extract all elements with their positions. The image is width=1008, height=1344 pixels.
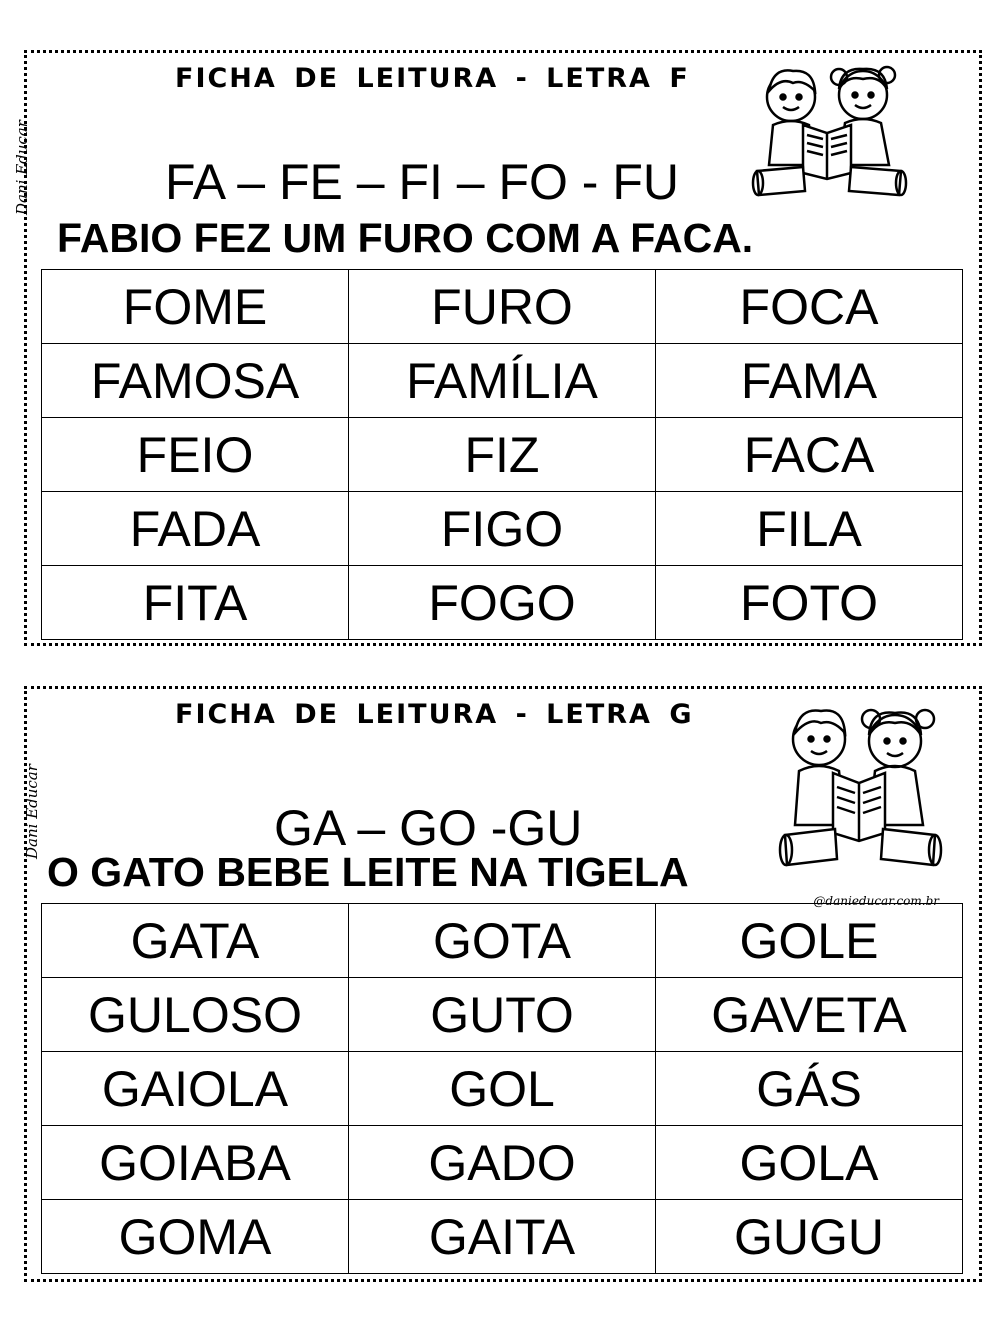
- table-row: [42, 904, 963, 978]
- word-cell: GOLE: [656, 904, 963, 978]
- practice-sentence: O GATO BEBE LEITE NA TIGELA: [47, 849, 689, 895]
- syllables-line: GA – GO -GU: [274, 800, 583, 856]
- reading-card-letter-g: [24, 686, 982, 1282]
- table-row: [42, 344, 963, 418]
- word-cell: FURO: [349, 270, 656, 344]
- word-cell: GOMA: [42, 1200, 349, 1274]
- card-title: FICHA DE LEITURA - LETRA G: [175, 699, 694, 730]
- reading-card-letter-f: [13, 50, 982, 646]
- kids-reading-book-icon: [773, 695, 953, 885]
- word-cell: FOGO: [349, 566, 656, 640]
- table-row: [42, 492, 963, 566]
- word-table: [41, 269, 963, 640]
- table-row: [42, 978, 963, 1052]
- word-cell: FAMA: [656, 344, 963, 418]
- table-row: [42, 1126, 963, 1200]
- word-cell: GADO: [349, 1126, 656, 1200]
- word-cell: GUGU: [656, 1200, 963, 1274]
- word-table: [41, 903, 963, 1274]
- word-cell: FACA: [656, 418, 963, 492]
- watermark-signature: Dani Educar: [23, 764, 41, 859]
- website-credit: @danieducar.com.br: [813, 894, 939, 908]
- word-cell: GOLA: [656, 1126, 963, 1200]
- word-cell: GATA: [42, 904, 349, 978]
- word-cell: GOIABA: [42, 1126, 349, 1200]
- table-row: [42, 270, 963, 344]
- word-cell: GUTO: [349, 978, 656, 1052]
- word-cell: FOCA: [656, 270, 963, 344]
- word-cell: FOME: [42, 270, 349, 344]
- practice-sentence: FABIO FEZ UM FURO COM A FACA.: [57, 215, 754, 261]
- card-title: FICHA DE LEITURA - LETRA F: [175, 63, 690, 94]
- word-cell: FAMOSA: [42, 344, 349, 418]
- word-cell: GÁS: [656, 1052, 963, 1126]
- table-row: [42, 1052, 963, 1126]
- word-cell: GULOSO: [42, 978, 349, 1052]
- word-cell: FITA: [42, 566, 349, 640]
- word-cell: GOTA: [349, 904, 656, 978]
- word-cell: FAMÍLIA: [349, 344, 656, 418]
- word-cell: FIGO: [349, 492, 656, 566]
- table-row: [42, 1200, 963, 1274]
- word-cell: FADA: [42, 492, 349, 566]
- table-row: [42, 418, 963, 492]
- word-cell: FILA: [656, 492, 963, 566]
- word-cell: FIZ: [349, 418, 656, 492]
- table-row: [42, 566, 963, 640]
- word-cell: GOL: [349, 1052, 656, 1126]
- kids-reading-book-icon: [743, 55, 923, 205]
- word-cell: FOTO: [656, 566, 963, 640]
- watermark-signature: Dani Educar: [13, 120, 31, 215]
- syllables-line: FA – FE – FI – FO - FU: [165, 154, 679, 210]
- word-cell: FEIO: [42, 418, 349, 492]
- word-cell: GAIOLA: [42, 1052, 349, 1126]
- word-cell: GAITA: [349, 1200, 656, 1274]
- word-cell: GAVETA: [656, 978, 963, 1052]
